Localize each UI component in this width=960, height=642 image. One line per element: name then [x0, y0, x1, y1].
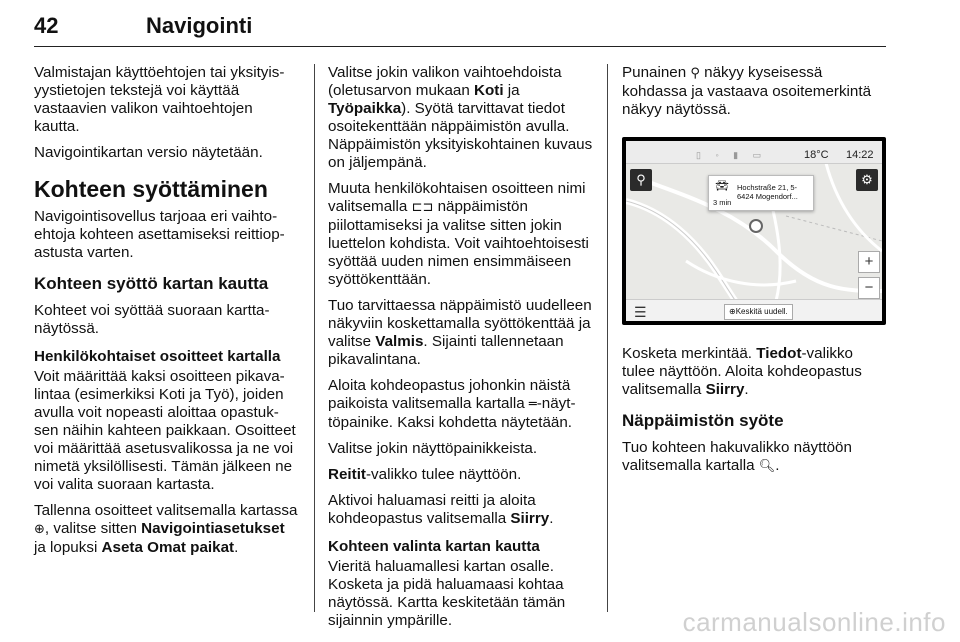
search-icon[interactable]: ⚲: [630, 169, 652, 191]
subsection-heading: Kohteen syöttö kartan kautta: [34, 274, 269, 293]
paragraph: Vieritä haluamallesi kartan osalle. Kosketa ja pidä haluamaasi kohtaa näytössä. Kartta keskitetään tämän sijainnin ympärille.: [328, 558, 566, 629]
chapter-title: Navigointi: [146, 13, 253, 38]
map-bottom-bar: [626, 299, 882, 321]
paragraph: Tuo kohteen hakuvalikko näyttöön valitsemalla kartalla 🔍︎.: [622, 439, 852, 474]
paragraph: Aloita kohdeopastus johonkin näistä paikoista valitsemalla kartalla ═-näyttöpainike. Kaksi kohdetta näytetään.: [328, 377, 576, 431]
address-popup[interactable]: [708, 175, 814, 211]
search-icon: 🔍︎: [758, 459, 776, 474]
popup-eta: 3 min: [713, 198, 732, 207]
paragraph: Kosketa merkintää. Tiedot-valikko tulee näyttöön. Aloita kohdeopastus valitsemalla Siirry.: [622, 345, 862, 398]
paragraph: Kohteet voi syöttää suoraan karttanäytössä.: [34, 302, 270, 337]
recenter-button[interactable]: ⊕Keskitä uudell.: [724, 304, 793, 320]
column-divider: [607, 64, 608, 612]
subheading: Henkilökohtaiset osoitteet kartalla: [34, 348, 281, 365]
column-2: [328, 64, 594, 638]
paragraph: Voit määrittää kaksi osoitteen pikavalintaa (esimerkiksi Koti ja Työ), joiden avulla voit nopeasti aloittaa opastuksen näihin kahteen paikkaan. Osoitteet voi määrittää asetusvalikossa ja ne voi nimetä yksilöllisesti. Tämän jälkeen ne voi valita suoraan kartasta.: [34, 368, 296, 493]
paragraph: Muuta henkilökohtaisen osoitteen nimi valitsemalla ⊏⊐ näppäimistön piilottamiseksi ja valitse sitten jokin luettelon kohdista. Voit vaihtoehtoisesti syöttää uuden nimen ensimmäiseen syöttökenttään.: [328, 180, 589, 288]
temperature-readout: 18°C: [804, 149, 829, 161]
keyboard-hide-icon: ⊏⊐: [411, 200, 434, 215]
subheading: Kohteen valinta kartan kautta: [328, 538, 540, 555]
status-icons: ▯ ◦ ▮ ▭: [696, 150, 768, 160]
crosshair-icon: ⊕: [34, 522, 45, 537]
paragraph: Punainen ⚲ näkyy kyseisessä kohdassa ja vastaava osoitemerkintä näkyy näytössä.: [622, 64, 872, 118]
map-pin-icon: ⚲: [690, 66, 700, 81]
status-bar: [626, 141, 882, 164]
menu-icon: ═: [528, 397, 537, 412]
car-icon: 🚘︎: [715, 180, 729, 192]
column-1: [34, 64, 298, 565]
menu-icon[interactable]: ☰: [634, 304, 647, 320]
column-divider: [314, 64, 315, 612]
zoom-in-button[interactable]: +: [858, 251, 880, 273]
clock-readout: 14:22: [846, 149, 874, 161]
paragraph: Navigointikartan versio näytetään.: [34, 144, 263, 161]
paragraph: Reitit-valikko tulee näyttöön.: [328, 466, 522, 483]
paragraph: Navigointisovellus tarjoaa eri vaihtoehtoja kohteen asettamiseksi reittiopastusta varten.: [34, 208, 285, 261]
paragraph: Valmistajan käyttöehtojen tai yksityisyystietojen tekstejä voi käyttää vastaavien valikon vaihtoehtojen kautta.: [34, 64, 285, 135]
map-screen: [626, 141, 882, 321]
gear-icon[interactable]: ⚙: [856, 169, 878, 191]
paragraph: Tuo tarvittaessa näppäimistö uudelleen näkyviin koskettamalla syöttökenttää ja valitse Valmis. Sijainti tallennetaan pikavalintana.: [328, 297, 592, 368]
page-header: [34, 8, 886, 47]
zoom-out-button[interactable]: −: [858, 277, 880, 299]
map-pin-icon: [749, 219, 763, 233]
section-heading: Kohteen syöttäminen: [34, 176, 268, 202]
paragraph: Valitse jokin valikon vaihtoehdoista (oletusarvon mukaan Koti ja Työpaikka). Syötä tarvittavat tiedot osoitekenttään näppäimistön avulla. Näppäimistön yksityiskohtainen kuvaus on jäljempänä.: [328, 64, 593, 171]
paragraph: Valitse jokin näyttöpainikkeista.: [328, 440, 538, 457]
map-screenshot: [622, 137, 886, 325]
paragraph: Aktivoi haluamasi reitti ja aloita kohdeopastus valitsemalla Siirry.: [328, 492, 554, 527]
column-3: [622, 64, 886, 484]
subsection-heading: Näppäimistön syöte: [622, 411, 784, 430]
page-number: 42: [34, 13, 59, 38]
popup-address: Hochstraße 21, 5- 6424 Mogendorf...: [737, 183, 798, 201]
paragraph: Tallenna osoitteet valitsemalla kartassa ⊕, valitse sitten Navigointiasetukset ja lopuksi Aseta Omat paikat.: [34, 502, 298, 556]
watermark: carmanualsonline.info: [682, 607, 946, 637]
